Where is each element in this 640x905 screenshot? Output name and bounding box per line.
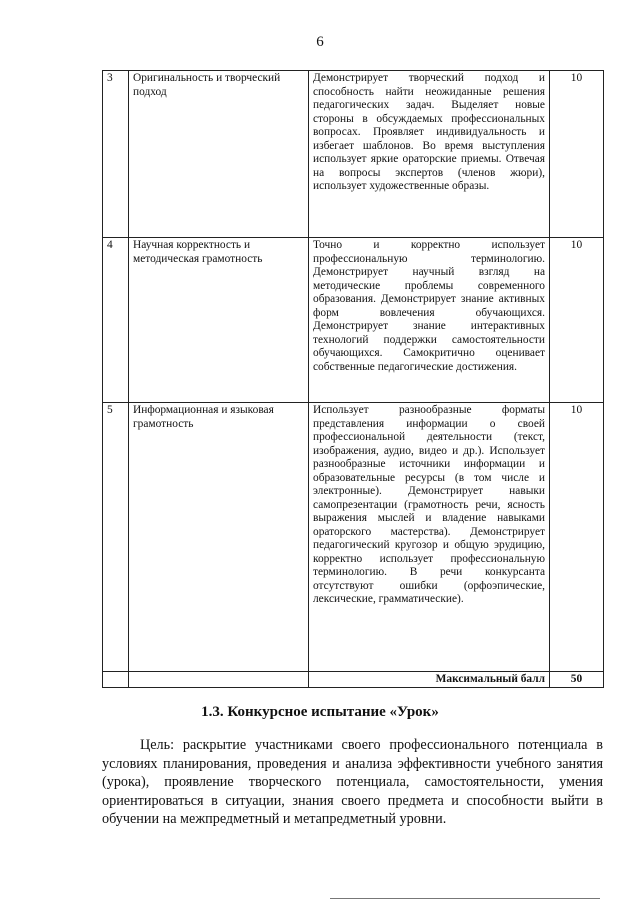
criterion-score: 10 <box>550 71 604 238</box>
criterion-description: Демонстрирует творческий подход и способность найти неожиданные решения педагогических задач. Выделяет новые стороны в обсуждаемых профессиональных вопросах. Проявляет индивидуальность и избегает шаблонов. Во время выступления использует яркие ораторские приемы. Отвечая на вопросы экспертов (членов жюри), использует художественные образы. <box>309 71 550 238</box>
total-value: 50 <box>550 672 604 688</box>
goal-paragraph: Цель: раскрытие участниками своего профессионального потенциала в условиях планирования, проведения и анализа эффективности учебного занятия (урока), проявление творческого потенциала, самостоятельности, умения ориентироваться в ситуации, знания своего предмета и способности выйти в обучении на межпредметный и метапредметный уровни. <box>102 737 603 827</box>
table-row <box>103 403 604 672</box>
total-label: Максимальный балл <box>309 672 550 688</box>
criterion-score: 10 <box>550 403 604 672</box>
row-number: 3 <box>103 71 129 238</box>
criterion-name: Научная корректность и методическая грамотность <box>129 238 309 403</box>
criterion-description: Точно и корректно использует профессиональную терминологию. Демонстрирует научный взгляд на методические проблемы современного образования. Демонстрирует знание активных форм вовлечения обучающихся. Демонстрирует знание интерактивных технологий поддержки самостоятельности обучающихся. Самокритично оценивает собственные педагогические достижения. <box>309 238 550 403</box>
table-row <box>103 71 604 238</box>
criteria-table <box>102 70 604 688</box>
row-number: 5 <box>103 403 129 672</box>
criterion-description: Использует разнообразные форматы представления информации о своей профессиональной деятельности (текст, изображения, аудио, видео и др.). Использует разнообразные источники информации и образовательные ресурсы (в том числе и электронные). Демонстрирует навыки самопрезентации (грамотность речи, ясность выражения мыслей и владение навыками ораторского мастерства). Демонстрирует педагогический кругозор и общую эрудицию, корректно использует профессиональную терминологию. В речи конкурсанта отсутствуют ошибки (орфоэпические, лексические, грамматические). <box>309 403 550 672</box>
total-row <box>103 672 604 688</box>
empty-cell <box>129 672 309 688</box>
criterion-name: Информационная и языковая грамотность <box>129 403 309 672</box>
row-number: 4 <box>103 238 129 403</box>
empty-cell <box>103 672 129 688</box>
table-row <box>103 238 604 403</box>
criterion-score: 10 <box>550 238 604 403</box>
footer-divider <box>330 898 600 899</box>
page-number: 6 <box>316 34 324 50</box>
criterion-name: Оригинальность и творческий подход <box>129 71 309 238</box>
section-title: 1.3. Конкурсное испытание «Урок» <box>201 704 439 720</box>
